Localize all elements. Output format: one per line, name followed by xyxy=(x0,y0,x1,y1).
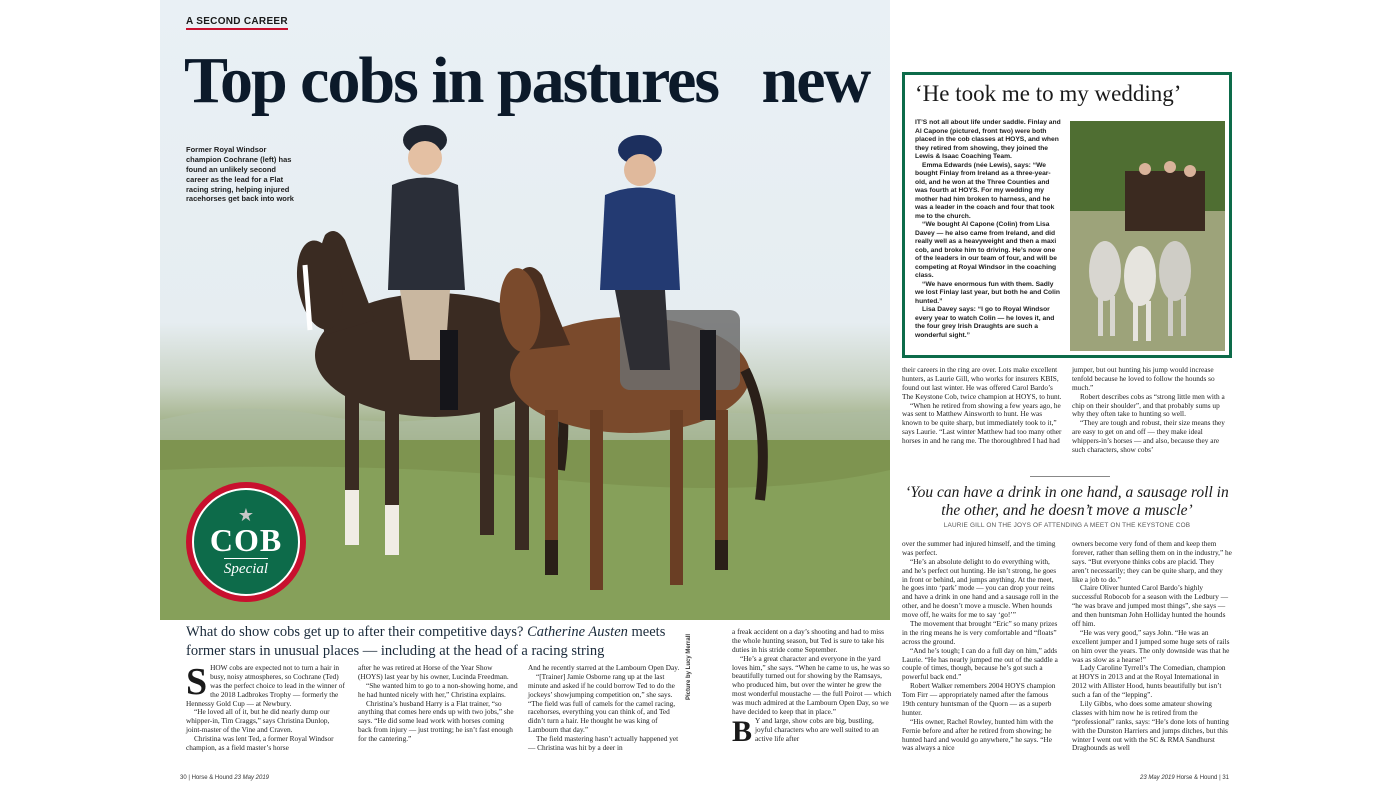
paragraph: “He’s a great character and everyone in the yard loves him,” she says. “When he came to us, he was so beautifully turned out for showing by the Ramsays, who produced him, but over the winter he grew the most wonderful moustache — the full Poirot — which was much admired at the Lambourn Open Day, so we have decided to keep that in place.” xyxy=(732,653,892,717)
cob-special-badge xyxy=(186,482,306,602)
article-column-3 xyxy=(528,664,680,753)
paragraph: “They are tough and robust, their size means they are easy to get on and off — they make ideal whippers-in’s horses — and also, because they are such characters, show cobs’ xyxy=(1072,418,1225,455)
paragraph: Lady Caroline Tyrrell’s The Comedian, champion at HOYS in 2013 and at the Royal International in 2012 with Allister Hood, hunts beautifully but isn’t such a fan of the “lepping”. xyxy=(1072,663,1226,700)
paragraph: Christina’s husband Harry is a Flat trainer, “so anything that comes here ends up with two jobs,” she says. “He did some lead work with horses coming back from injury — just trotting; he isn’t fast enough for the cantering.” xyxy=(358,698,514,744)
paragraph: Robert describes cobs as “strong little men with a chip on their shoulder”, and that probably sums up why they often take to hunting so well. xyxy=(1072,391,1225,419)
paragraph: “She wanted him to go to a non-showing home, and he had hunted nicely with her,” Christina explains. xyxy=(358,680,518,699)
page-number: 30 xyxy=(180,775,187,781)
coach-photo xyxy=(1070,121,1225,351)
paragraph: “When he retired from showing a few years ago, he was sent to Matthew Ainsworth to hunt. He was known to be quite sharp, but immediately took to it,” says Laurie. “Last winter Matthew had too many other horses in and he rang me. The thoroughbred I had had xyxy=(902,400,1062,446)
paragraph: “His owner, Rachel Rowley, hunted him with the Fernie before and after he retired from showing; he hunted hard and would go anywhere,” he says. “He was always a nice xyxy=(902,716,1054,753)
article-column-6-top xyxy=(1072,366,1232,455)
paragraph: Emma Edwards (née Lewis), says: “We bought Finlay from Ireland as a three-year-old, and he won at the Three Counties and was fourth at HOYS. For my wedding my mother had him broken to harness, and he was a leader in the coach and four that took me to the church. xyxy=(915,161,1055,220)
paragraph: “And he’s tough; I can do a full day on him,” adds Laurie. “He has nearly jumped me out of the saddle a couple of times, though, because he’s got such a powerful back end.” xyxy=(902,645,1058,682)
page-number: 31 xyxy=(1222,775,1229,781)
paragraph: “He was very good,” says John. “He was an excellent jumper and I jumped some huge sets of rails on him over the years. The only downside was that he was as slow as a hearse!” xyxy=(1072,627,1230,664)
paragraph: The field mastering hasn’t actually happened yet — Christina was hit by a deer in xyxy=(528,734,679,753)
sidebar-text xyxy=(915,119,1061,340)
article-column-5-bottom xyxy=(902,540,1062,753)
issue-date: 23 May 2019 xyxy=(1140,775,1175,781)
paragraph: jumper, but out hunting his jump would increase tenfold because he loved to follow the hounds so much.” xyxy=(1072,365,1215,392)
standfirst xyxy=(186,623,686,661)
paragraph: HOW cobs are expected not to turn a hair in busy, noisy atmospheres, so Cochrane (Ted) was the perfect choice to lead in the winner of the 2018 Ladbrokes Trophy — formerly the Hennessy Gold Cup — at Newbury. xyxy=(186,663,345,708)
section-label: A SECOND CAREER xyxy=(186,16,288,30)
pull-quote-attribution: LAURIE GILL ON THE JOYS OF ATTENDING A MEET ON THE KEYSTONE COB xyxy=(943,522,1191,529)
article-column-6-bottom xyxy=(1072,540,1232,753)
paragraph: a freak accident on a day’s shooting and had to miss the whole hunting season, but Ted is sure to take his duties in his stride come September. xyxy=(732,627,884,654)
paragraph: over the summer had injured himself, and the timing was perfect. xyxy=(902,539,1056,557)
cob-badge-inner xyxy=(192,488,300,596)
folio-right: 23 May 2019 Horse & Hound | 31 xyxy=(1140,775,1229,781)
cob-badge-subtitle: Special xyxy=(224,558,268,578)
article-column-4 xyxy=(732,627,892,748)
paragraph: Claire Oliver hunted Carol Bardo’s highly successful Robocob for a season with the Ledbury — “he was brave and jumped most things”, she says — and then huntsman John Holliday hunted the hounds off him. xyxy=(1072,583,1229,629)
paragraph: And he recently starred at the Lambourn Open Day. xyxy=(528,663,680,672)
article-column-1 xyxy=(186,661,346,753)
paragraph: “He’s an absolute delight to do everything with, and he’s perfect out hunting. He isn’t strong, he goes in front or behind, and jumps anything. At the meet, he goes into ‘park’ mode — you can drop your reins and have a drink in one hand and a sausage roll in the other, and he doesn’t move a muscle. When hounds move off, he waits for me to say ‘go!’” xyxy=(902,556,1059,620)
magazine-name: Horse & Hound xyxy=(191,775,233,781)
standfirst-author: Catherine Austen xyxy=(527,624,628,640)
picture-credit: Picture by Lucy Merrall xyxy=(686,633,692,700)
photo-caption: Former Royal Windsor champion Cochrane (left) has found an unlikely second career as the lead for a Flat racing string, helping injured racehorses get back into work xyxy=(186,145,294,204)
paragraph: Robert Walker remembers 2004 HOYS champion Tom Firr — appropriately named after the famous 19th century huntsman of the Quorn — as a superb hunter. xyxy=(902,681,1056,717)
paragraph: after he was retired at Horse of the Year Show (HOYS) last year by his owner, Lucinda Freedman. xyxy=(358,663,509,681)
standfirst-text-2: meets former stars in unusual places — including at the head of a racing string xyxy=(186,624,666,659)
headline: Top cobs in pastures new xyxy=(184,44,870,117)
paragraph: “We have enormous fun with them. Sadly we lost Finlay last year, but both he and Colin hunted.” xyxy=(915,280,1060,305)
paragraph: Christina was lent Ted, a former Royal Windsor champion, as a field master’s horse xyxy=(186,734,334,753)
dropcap: S xyxy=(186,661,208,703)
paragraph: “We bought Al Capone (Colin) from Lisa Davey — he also came from Ireland, and did really well as a heavyweight and then a maxi cob, and broke him to driving. He’s now one of the leaders in our team of four, and will be competing at Royal Windsor in the coaching class. xyxy=(915,221,1057,279)
folio-left: 30 | Horse & Hound 23 May 2019 xyxy=(180,775,269,781)
pull-quote: ‘You can have a drink in one hand, a sausage roll in the other, and he doesn’t move a muscle’ xyxy=(905,484,1229,519)
sidebar-box xyxy=(902,72,1232,358)
paragraph: “He loved all of it, but he did nearly dump our whipper-in, Tim Craggs,” says Christina Dunlop, joint-master of the Vine and Craven. xyxy=(186,707,330,735)
issue-date: 23 May 2019 xyxy=(234,775,269,781)
paragraph: IT’S not all about life under saddle. Finlay and Al Capone (pictured, front two) were both placed in the cob classes at HOYS, and when they retired from showing, they joined the Lewis & Isaac Coaching Team. xyxy=(915,119,1061,160)
paragraph: “[Trainer] Jamie Osborne rang up at the last minute and asked if he could borrow Ted to do the jockeys’ showjumping competition on,” she says. “The field was full of camels for the camel racing, racehorses, everything you can think of, and Ted didn’t turn a hair. He thought he was king of Lambourn that day.” xyxy=(528,671,676,735)
paragraph: Lily Gibbs, who does some amateur showing classes with him now he is retired from the “professional” ranks, says: “He’s done lots of hunting with the Dunston Harriers and jumps ditches, but this winter I went out with the SC & RMA Sandhurst Draghounds as well xyxy=(1072,699,1229,753)
paragraph: owners become very fond of them and keep them forever, rather than selling them on in the industry,” he says. “But everyone thinks cobs are placid. They aren’t necessarily; they can be quite sharp, and they like a job to do.” xyxy=(1072,539,1232,584)
sidebar-title: ‘He took me to my wedding’ xyxy=(915,81,1182,106)
pull-quote-rule xyxy=(1030,476,1110,477)
paragraph: The movement that brought “Eric” so many prizes in the ring means he is very comfortable and “floats” across the ground. xyxy=(902,619,1058,646)
standfirst-text-1: What do show cobs get up to after their competitive days? xyxy=(186,624,528,640)
paragraph: Y and large, show cobs are big, bustling, joyful characters who are well suited to an active life after xyxy=(755,715,879,743)
article-column-5-top xyxy=(902,366,1062,446)
paragraph: their careers in the ring are over. Lots make excellent hunters, as Laurie Gill, who works for insurers KBIS, found out last winter. He was offered Carol Bardo’s The Keystone Cob, twice champion at HOYS, to hunt. xyxy=(902,365,1062,401)
cob-badge-title: COB xyxy=(209,522,283,558)
paragraph: Lisa Davey says: “I go to Royal Windsor every year to watch Colin — he loves it, and the four grey Irish Draughts are such a wonderful sight.” xyxy=(915,306,1055,339)
magazine-name: Horse & Hound xyxy=(1176,775,1218,781)
star-icon: ★ xyxy=(237,505,255,525)
dropcap: B xyxy=(732,714,753,748)
article-column-2 xyxy=(358,664,518,744)
